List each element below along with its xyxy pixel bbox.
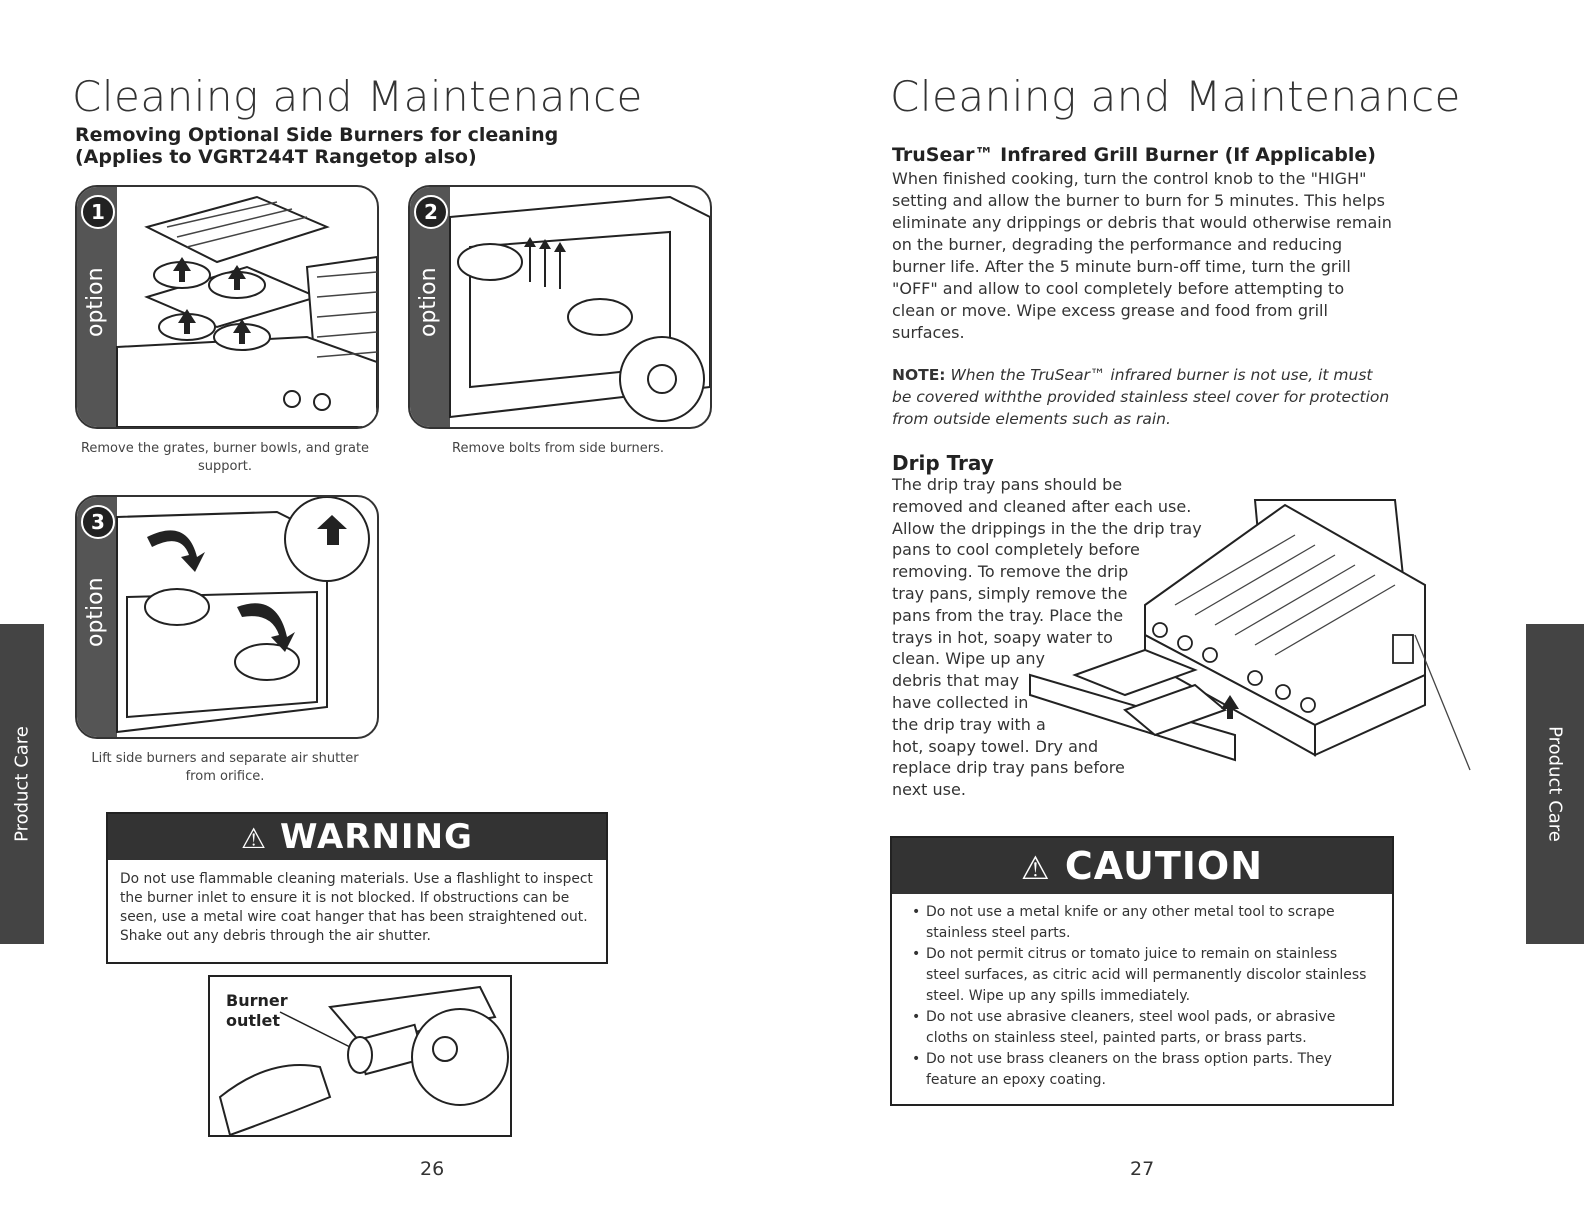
figure-3-number-badge: 3 <box>81 505 115 539</box>
caution-item-2: • Do not permit citrus or tomato juice to remain on stainless steel surfaces, as citric acid will permanently discolor stainless steel. Wipe up any spills immediately. <box>910 944 1374 1007</box>
figure-3-lift-burners <box>75 495 379 739</box>
figure-2-option-label: option <box>416 267 441 337</box>
caution-heading: CAUTION <box>1064 844 1264 888</box>
right-page-number: 27 <box>1130 1158 1155 1180</box>
caution-item-3: • Do not use abrasive cleaners, steel wool pads, or abrasive cloths on stainless steel, painted parts, or brass parts. <box>910 1007 1374 1049</box>
drip-line-8: trays in hot, soapy water to <box>892 627 1113 647</box>
figure-2-remove-bolts <box>408 185 712 429</box>
drip-line-5: removing. To remove the drip <box>892 562 1129 582</box>
drip-line-1: The drip tray pans should be <box>892 475 1123 494</box>
drip-line-3: Allow the drippings in the the drip tray <box>892 518 1202 538</box>
drip-line-11: have collected in <box>892 692 1029 712</box>
figure-3-option-label: option <box>83 577 108 647</box>
figure-1-option-label: option <box>83 267 108 337</box>
drip-tray-heading: Drip Tray <box>892 451 994 475</box>
burner-outlet-figure <box>208 975 512 1137</box>
left-side-tab <box>0 624 44 944</box>
caution-list <box>892 894 1392 1091</box>
warning-box <box>106 812 608 964</box>
figure-1-remove-grates <box>75 185 379 429</box>
caution-item-1: • Do not use a metal knife or any other metal tool to scrape stainless steel parts. <box>910 902 1374 944</box>
left-subtitle-line2: (Applies to VGRT244T Rangetop also) <box>75 146 477 168</box>
drip-line-13: hot, soapy towel. Dry and <box>892 736 1099 756</box>
side-burner-bolts-illustration <box>410 187 710 427</box>
trusear-heading: TruSear™ Infrared Grill Burner (If Applicable) <box>892 144 1376 166</box>
drip-line-12: the drip tray with a <box>892 714 1046 734</box>
drip-line-6: tray pans, simply remove the <box>892 583 1128 603</box>
trusear-note <box>892 364 1392 430</box>
drip-line-4: pans to cool completely before <box>892 540 1140 560</box>
drip-line-15: next use. <box>892 780 966 800</box>
left-subtitle-line1: Removing Optional Side Burners for cleaning <box>75 124 559 146</box>
figure-2-caption: Remove bolts from side burners. <box>452 441 664 456</box>
warning-header <box>108 814 606 860</box>
figure-3-caption: Lift side burners and separate air shutter from orifice. <box>91 751 359 784</box>
note-label: NOTE: <box>892 366 946 384</box>
side-burner-lift-illustration <box>77 497 377 737</box>
grill-drip-tray-figure <box>1025 495 1485 805</box>
caution-item-4: • Do not use brass cleaners on the brass option parts. They feature an epoxy coating. <box>910 1049 1374 1091</box>
figure-1-number-badge: 1 <box>81 195 115 229</box>
warning-text: Do not use flammable cleaning materials. Use a flashlight to inspect the burner inlet to ensure it is not blocked. If obstructions can be seen, use a metal wire coat hanger that has been straightened out. Shake out any debris through the air shutter. <box>120 871 593 944</box>
right-side-tab <box>1526 624 1584 944</box>
warning-triangle-icon: ⚠ <box>241 822 268 855</box>
left-page-number: 26 <box>420 1158 445 1180</box>
caution-triangle-icon: ⚠ <box>1020 849 1051 887</box>
drip-line-9: clean. Wipe up any <box>892 649 1045 669</box>
caution-header <box>892 838 1392 894</box>
right-page-title: Cleaning and Maintenance <box>890 72 1461 121</box>
figure-1-caption: Remove the grates, burner bowls, and grate support. <box>80 441 370 474</box>
left-page-title: Cleaning and Maintenance <box>72 72 643 121</box>
grill-drip-tray-illustration <box>1025 495 1485 805</box>
note-text: When the TruSear™ infrared burner is not use, it must be covered withthe provided stainless steel cover for protection from outside elements such as rain. <box>892 366 1390 428</box>
right-side-tab-label: Product Care <box>1544 726 1566 842</box>
drip-line-7: pans from the tray. Place the <box>892 605 1124 625</box>
figure-2-number-badge: 2 <box>414 195 448 229</box>
drip-line-2: removed and cleaned after each use. <box>892 496 1192 516</box>
trusear-text: When finished cooking, turn the control knob to the "HIGH" setting and allow the burner to burn for 5 minutes. This helps eliminate any drippings or debris that would otherwise remain on the burner, degrading the performance and reducing burner life. After the 5 minute burn-off time, turn the grill "OFF" and allow to cool completely before attempting to clean or move. Wipe excess grease and food from grill surfaces. <box>892 169 1392 342</box>
left-side-tab-label: Product Care <box>11 726 33 842</box>
caution-box <box>890 836 1394 1106</box>
warning-heading: WARNING <box>280 817 473 857</box>
drip-line-14: replace drip tray pans before <box>892 758 1125 778</box>
burner-label-line1: Burner <box>226 991 288 1010</box>
burner-label-line2: outlet <box>226 1011 281 1030</box>
side-burner-grates-illustration <box>77 187 377 427</box>
drip-line-10: debris that may <box>892 671 1020 691</box>
